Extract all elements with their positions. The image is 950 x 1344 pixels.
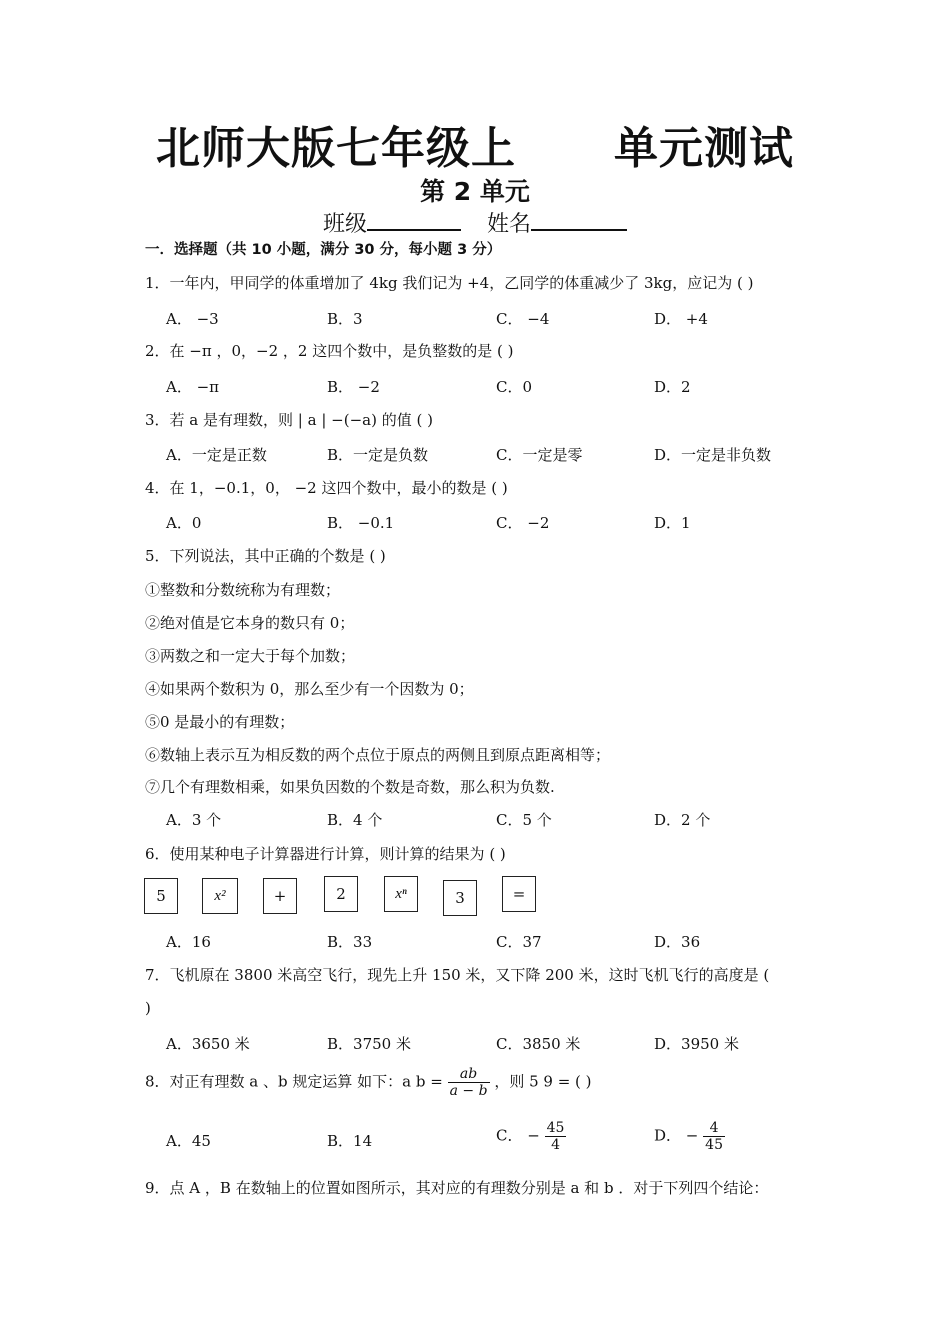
- class-name-line: [0, 207, 950, 238]
- question-1-option-c: C． −4: [496, 310, 550, 328]
- calc-key: =: [502, 876, 536, 912]
- question-6-option-b: B．33: [327, 933, 373, 951]
- question-8-option-d: [654, 1120, 725, 1153]
- question-5-option-b: B．4 个: [327, 811, 383, 829]
- question-1-stem: 1．一年内，甲同学的体重增加了 4kg 我们记为 +4，乙同学的体重减少了 3kg，应记为 ( ): [145, 274, 754, 292]
- question-9-stem: 9．点 A ，B 在数轴上的位置如图所示，其对应的有理数分别是 a 和 b ．对于下列四个结论：: [145, 1179, 769, 1197]
- question-8-stem: [145, 1066, 592, 1099]
- question-4-stem: 4．在 1，−0.1，0， −2 这四个数中，最小的数是 ( ): [145, 479, 508, 497]
- question-7-stem-continued: ): [145, 999, 151, 1017]
- question-5-option-d: D．2 个: [654, 811, 711, 829]
- question-5-option-c: C．5 个: [496, 811, 552, 829]
- unit-subtitle: 第 2 单元: [420, 177, 530, 206]
- calculator-key-sequence: [144, 876, 544, 918]
- question-1-option-b: B．3: [327, 310, 363, 328]
- fraction-numerator: 45: [546, 1120, 565, 1136]
- question-7-option-d: D．3950 米: [654, 1035, 739, 1053]
- question-1-option-a: A． −3: [166, 310, 219, 328]
- question-3-option-b: B．一定是负数: [327, 446, 429, 464]
- question-8-option-b: B．14: [327, 1132, 373, 1150]
- question-6-option-a: A．16: [166, 933, 211, 951]
- calc-key: +: [263, 878, 297, 914]
- question-5-stem: 5．下列说法，其中正确的个数是 ( ): [145, 547, 386, 565]
- option-d-prefix: D． −: [654, 1126, 699, 1145]
- question-6-option-d: D．36: [654, 933, 701, 951]
- question-8-stem-b: ，则 5 9 = ( ): [494, 1072, 592, 1091]
- question-7-stem: 7．飞机原在 3800 米高空飞行，现先上升 150 米，又下降 200 米，这时飞机飞行的高度是 (: [145, 966, 770, 984]
- class-blank: [367, 211, 461, 231]
- fraction-denominator: a − b: [449, 1083, 488, 1100]
- question-8-option-a: A．45: [166, 1132, 211, 1150]
- question-3-stem: 3．若 a 是有理数，则 | a | −(−a) 的值 ( ): [145, 411, 433, 429]
- calc-key: 3: [443, 880, 477, 916]
- name-blank: [531, 211, 627, 231]
- option-d-fraction: [703, 1120, 725, 1153]
- option-c-prefix: C． −: [496, 1126, 540, 1145]
- question-8-stem-a: 8．对正有理数 a 、b 规定运算 如下：a b =: [145, 1072, 443, 1091]
- calc-key: 5: [144, 878, 178, 914]
- question-5-statement: ③两数之和一定大于每个加数；: [145, 647, 356, 665]
- question-5-option-a: A．3 个: [166, 811, 222, 829]
- class-label: 班级: [322, 212, 367, 237]
- calc-key: x²: [202, 878, 238, 914]
- question-3-option-d: D．一定是非负数: [654, 446, 772, 464]
- question-3-option-a: A．一定是正数: [166, 446, 267, 464]
- question-3-option-c: C．一定是零: [496, 446, 583, 464]
- question-5-statement: ⑤0 是最小的有理数；: [145, 713, 295, 731]
- question-4-option-b: B． −0.1: [327, 514, 395, 532]
- question-5-statement: ②绝对值是它本身的数只有 0；: [145, 614, 355, 632]
- option-c-fraction: [545, 1120, 567, 1153]
- question-2-option-a: A． −π: [166, 378, 220, 396]
- question-2-option-c: C．0: [496, 378, 533, 396]
- question-7-option-c: C．3850 米: [496, 1035, 581, 1053]
- question-5-statement: ④如果两个数积为 0，那么至少有一个因数为 0；: [145, 680, 474, 698]
- calc-key: 2: [324, 876, 358, 912]
- page-title: 北师大版七年级上 单元测试: [156, 123, 794, 174]
- question-6-option-c: C．37: [496, 933, 542, 951]
- fraction-numerator: ab: [459, 1066, 478, 1082]
- fraction-denominator: 4: [545, 1136, 567, 1153]
- question-4-option-c: C． −2: [496, 514, 550, 532]
- question-4-option-d: D．1: [654, 514, 691, 532]
- section-heading: 一．选择题（共 10 小题，满分 30 分，每小题 3 分）: [145, 242, 502, 258]
- question-2-option-d: D．2: [654, 378, 691, 396]
- name-label: 姓名: [487, 212, 532, 237]
- question-2-option-b: B． −2: [327, 378, 380, 396]
- question-8-option-c: [496, 1120, 566, 1153]
- question-5-statement: ⑦几个有理数相乘，如果负因数的个数是奇数，那么积为负数.: [145, 778, 555, 796]
- calc-key: xⁿ: [384, 876, 418, 912]
- question-1-option-d: D． +4: [654, 310, 708, 328]
- question-5-statement: ①整数和分数统称为有理数；: [145, 581, 341, 599]
- question-7-option-a: A．3650 米: [166, 1035, 250, 1053]
- question-5-statement: ⑥数轴上表示互为相反数的两个点位于原点的两侧且到原点距离相等；: [145, 746, 611, 764]
- question-2-stem: 2．在 −π ，0，−2 ，2 这四个数中，是负整数的是 ( ): [145, 342, 514, 360]
- question-7-option-b: B．3750 米: [327, 1035, 411, 1053]
- question-4-option-a: A．0: [166, 514, 202, 532]
- fraction-numerator: 4: [709, 1120, 719, 1136]
- fraction-denominator: 45: [705, 1137, 723, 1154]
- question-8-fraction: [448, 1066, 490, 1099]
- question-6-stem: 6．使用某种电子计算器进行计算，则计算的结果为 ( ): [145, 845, 506, 863]
